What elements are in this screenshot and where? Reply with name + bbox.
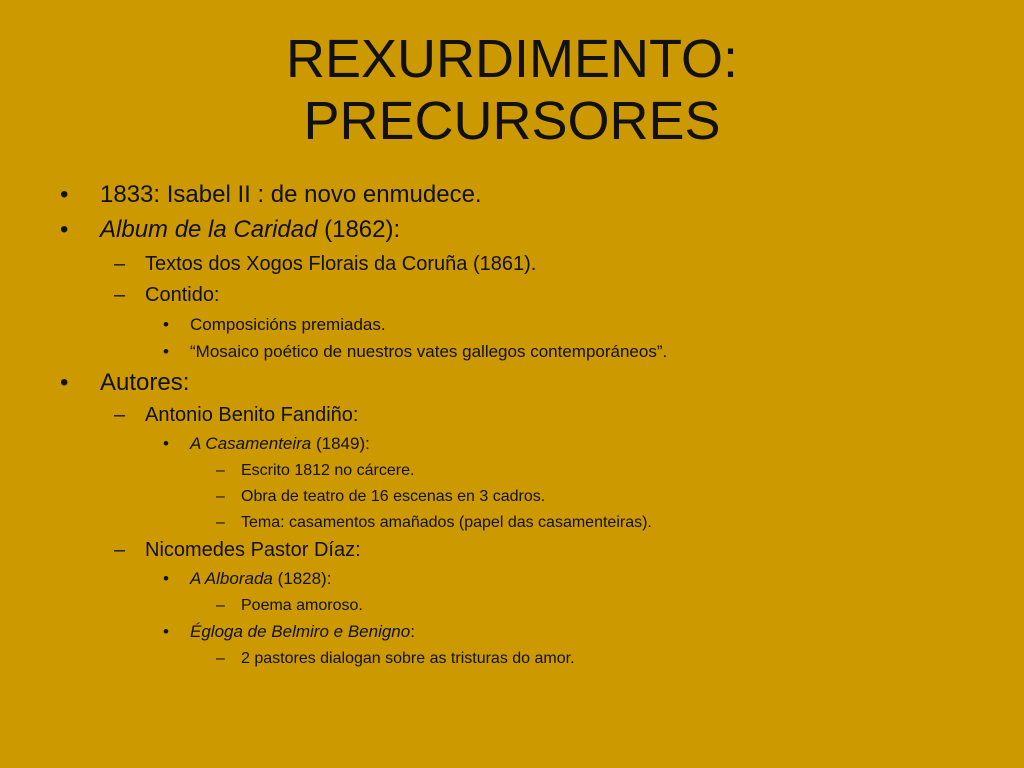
- work-title: Album de la Caridad: [100, 216, 318, 243]
- list-item-text-rest: (1849):: [311, 434, 370, 453]
- list-item-text: Composicións premiadas.: [190, 315, 386, 334]
- title-line-2: PRECURSORES: [303, 91, 721, 151]
- list-item-text: 1833: Isabel II : de novo enmudece.: [100, 181, 482, 208]
- bullet-marker: •: [163, 315, 169, 334]
- dash-marker: –: [114, 253, 126, 275]
- work-title: Égloga de Belmiro e Benigno: [190, 622, 411, 641]
- list-item-text-rest: (1828):: [272, 569, 332, 588]
- slide-title: [0, 28, 1024, 152]
- list-item-text: Textos dos Xogos Florais da Coruña (1861).: [145, 253, 537, 275]
- list-item-text: Autores:: [100, 369, 190, 396]
- bullet-marker: •: [163, 434, 169, 453]
- work-title: A Casamenteira: [190, 434, 312, 453]
- dash-marker: –: [216, 597, 225, 614]
- dash-marker: –: [114, 284, 126, 306]
- bullet-marker: •: [60, 369, 69, 396]
- dash-marker: –: [216, 650, 225, 667]
- bullet-marker: •: [163, 569, 169, 588]
- title-line-1: REXURDIMENTO:: [285, 29, 739, 89]
- work-title: A Alborada: [190, 569, 273, 588]
- list-item-text: [190, 622, 415, 642]
- list-item-text: Contido:: [145, 284, 220, 306]
- dash-marker: –: [114, 539, 126, 561]
- list-item-text: [190, 434, 370, 454]
- list-item-text: Poema amoroso.: [241, 597, 363, 614]
- dash-marker: –: [216, 462, 225, 479]
- list-item-text-rest: (1862):: [317, 216, 401, 243]
- bullet-marker: •: [60, 216, 69, 243]
- bullet-marker: •: [163, 342, 169, 361]
- list-item-text: “Mosaico poético de nuestros vates gallegos contemporáneos”.: [190, 342, 668, 361]
- list-item-text: [100, 216, 400, 244]
- bullet-marker: •: [163, 622, 169, 641]
- list-item-text: Obra de teatro de 16 escenas en 3 cadros.: [241, 488, 546, 505]
- dash-marker: –: [114, 404, 126, 426]
- list-item-text: Tema: casamentos amañados (papel das casamenteiras).: [241, 514, 652, 531]
- list-item-text: Nicomedes Pastor Díaz:: [145, 539, 361, 561]
- list-item-text: Antonio Benito Fandiño:: [145, 404, 359, 426]
- list-item-text: 2 pastores dialogan sobre as tristuras do amor.: [241, 650, 575, 667]
- dash-marker: –: [216, 514, 225, 531]
- dash-marker: –: [216, 488, 225, 505]
- list-item-text-rest: :: [410, 622, 415, 641]
- bullet-marker: •: [60, 181, 69, 208]
- list-item-text: Escrito 1812 no cárcere.: [241, 462, 415, 479]
- list-item-text: [190, 569, 331, 589]
